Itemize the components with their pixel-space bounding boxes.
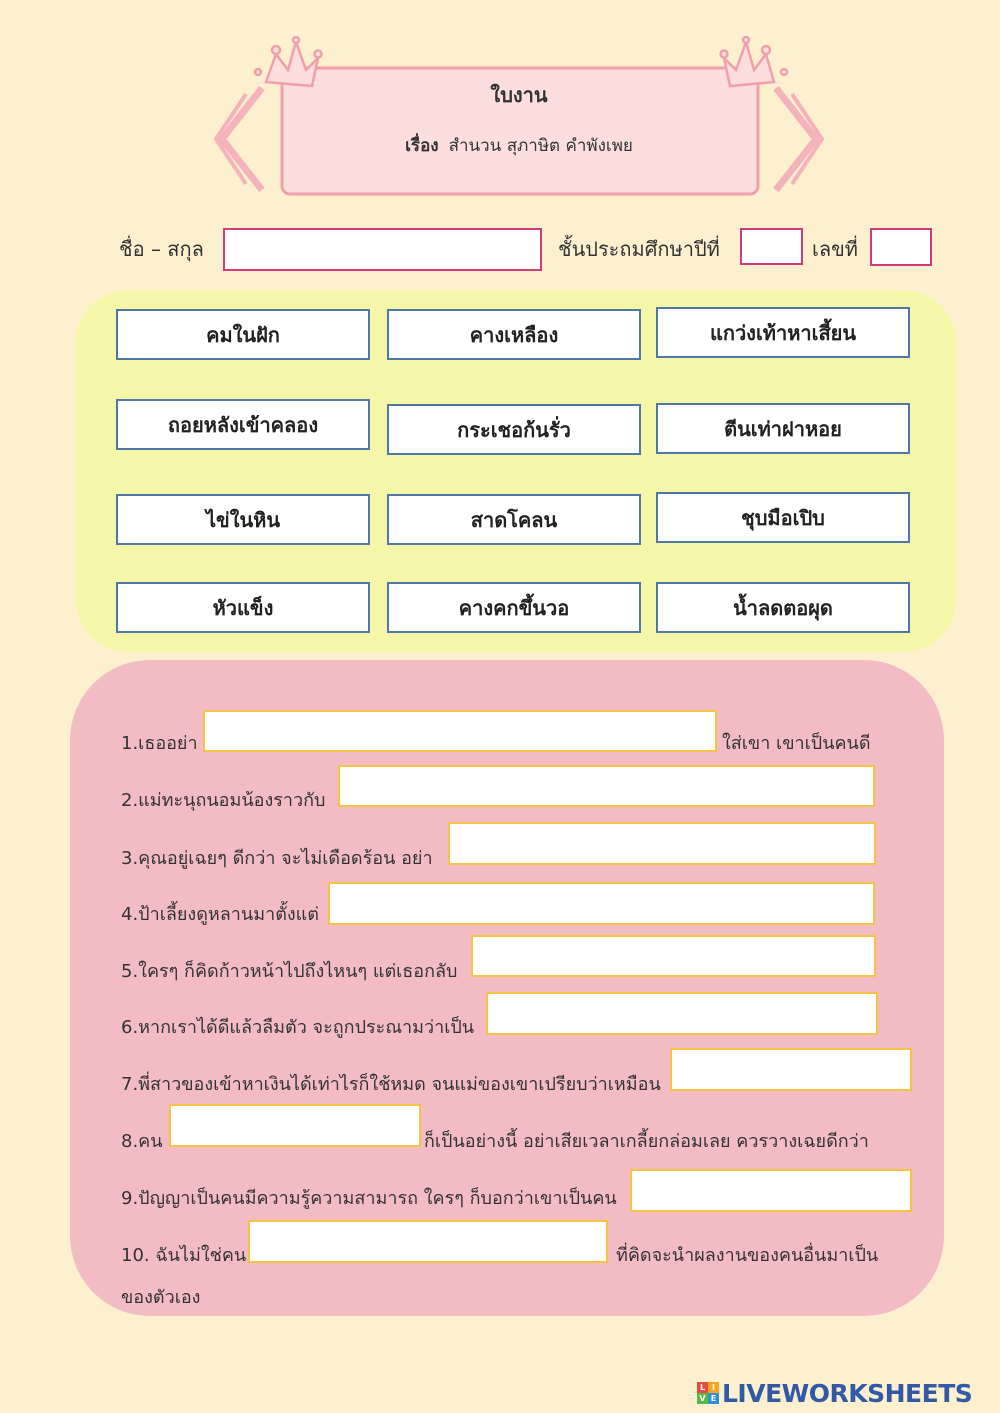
- answer-field[interactable]: [630, 1169, 912, 1212]
- question-text: 4.ป้าเลี้ยงดูหลานมาตั้งแต่: [121, 904, 319, 925]
- answer-field[interactable]: [169, 1104, 421, 1147]
- answer-field[interactable]: [203, 710, 717, 752]
- banner-frame: [214, 36, 824, 202]
- word-card[interactable]: คางคกขึ้นวอ: [387, 582, 641, 633]
- grade-label: ชั้นประถมศึกษาปีที่: [558, 237, 720, 261]
- question-text: 5.ใครๆ ก็คิดก้าวหน้าไปถึงไหนๆ แต่เธอกลับ: [121, 961, 458, 982]
- answer-field[interactable]: [486, 992, 878, 1035]
- answer-field[interactable]: [338, 765, 875, 807]
- word-card[interactable]: หัวแข็ง: [116, 582, 370, 633]
- word-card[interactable]: คมในฝัก: [116, 309, 370, 360]
- question-text: 8.คน: [121, 1131, 163, 1152]
- question-text: 10. ฉันไม่ใช่คน: [121, 1245, 247, 1266]
- word-card[interactable]: ตีนเท่าฝาหอย: [656, 403, 910, 454]
- logo-letter: L: [697, 1382, 708, 1393]
- word-card[interactable]: ถอยหลังเข้าคลอง: [116, 399, 370, 450]
- name-label: ชื่อ – สกุล: [119, 237, 204, 261]
- number-field[interactable]: [870, 228, 932, 266]
- logo-text: LIVEWORKSHEETS: [722, 1378, 973, 1408]
- subject-label: เรื่อง: [405, 136, 439, 156]
- word-card[interactable]: คางเหลือง: [387, 309, 641, 360]
- name-field[interactable]: [223, 228, 542, 271]
- question-text: 9.ปัญญาเป็นคนมีความรู้ความสามารถ ใครๆ ก็บอกว่าเขาเป็นคน: [121, 1188, 617, 1209]
- question-text: 2.แม่ทะนุถนอมน้องราวกับ: [121, 790, 326, 811]
- word-card[interactable]: สาดโคลน: [387, 494, 641, 545]
- word-card[interactable]: ชุบมือเปิบ: [656, 492, 910, 543]
- liveworksheets-logo-icon: [697, 1382, 719, 1404]
- answer-field[interactable]: [328, 882, 875, 925]
- word-card[interactable]: น้ำลดตอผุด: [656, 582, 910, 633]
- subject-text: สำนวน สุภาษิต คำพังเพย: [448, 136, 633, 156]
- word-card[interactable]: แกว่งเท้าหาเสี้ยน: [656, 307, 910, 358]
- logo-letter: V: [697, 1393, 708, 1404]
- logo-letter: I: [708, 1382, 719, 1393]
- answer-field[interactable]: [670, 1048, 912, 1091]
- question-text-continued: ของตัวเอง: [121, 1287, 201, 1308]
- word-card[interactable]: ไข่ในหิน: [116, 494, 370, 545]
- answer-field[interactable]: [248, 1220, 608, 1263]
- question-text-after: ก็เป็นอย่างนี้ อย่าเสียเวลาเกลี้ยกล่อมเลย ควรวางเฉยดีกว่า: [424, 1131, 869, 1152]
- word-card[interactable]: กระเชอก้นรั่ว: [387, 404, 641, 455]
- logo-letter: E: [708, 1393, 719, 1404]
- question-text: 3.คุณอยู่เฉยๆ ดีกว่า จะไม่เดือดร้อน อย่า: [121, 848, 433, 869]
- question-text: 6.หากเราได้ดีแล้วลืมตัว จะถูกประณามว่าเป็น: [121, 1017, 475, 1038]
- number-label: เลขที่: [812, 237, 858, 261]
- question-text-after: ใส่เขา เขาเป็นคนดี: [722, 733, 871, 754]
- liveworksheets-logo: [697, 1378, 972, 1408]
- answer-field[interactable]: [471, 935, 876, 977]
- question-text-after: ที่คิดจะนำผลงานของคนอื่นมาเป็น: [616, 1245, 879, 1266]
- question-panel: [70, 660, 944, 1316]
- grade-field[interactable]: [740, 228, 803, 265]
- answer-field[interactable]: [448, 822, 876, 865]
- worksheet-subject: [214, 132, 824, 159]
- title-banner: [214, 36, 824, 202]
- question-text: 7.พี่สาวของเข้าหาเงินได้เท่าไรก็ใช้หมด จนแม่ของเขาเปรียบว่าเหมือน: [121, 1074, 661, 1095]
- worksheet-title: ใบงาน: [490, 83, 548, 107]
- question-text: 1.เธออย่า: [121, 733, 198, 754]
